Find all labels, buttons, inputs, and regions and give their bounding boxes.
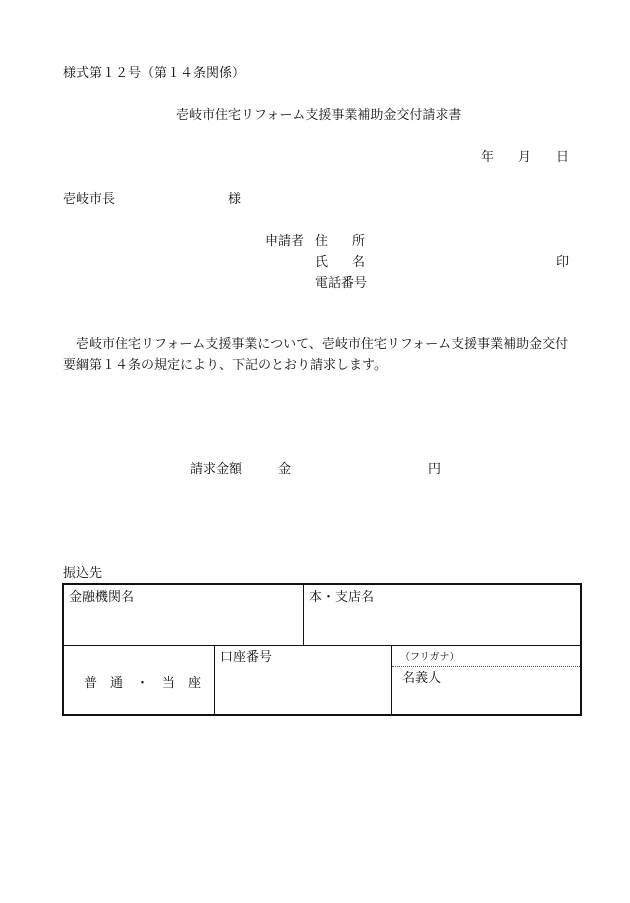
account-number-label: 口座番号	[220, 650, 273, 665]
document-title: 壱岐市住宅リフォーム支援事業補助金交付請求書	[176, 108, 462, 123]
request-body-text: 壱岐市住宅リフォーム支援事業について、壱岐市住宅リフォーム支援事業補助金交付要綱第１４条の規定により、下記のとおり請求します。	[63, 337, 569, 373]
furigana-label: （フリガナ）	[400, 652, 460, 663]
phone-label: 電話番号	[315, 276, 368, 291]
transfer-destination-label: 振込先	[63, 566, 103, 581]
table-top-col-divider	[303, 585, 304, 645]
amount-unit: 円	[428, 462, 442, 477]
date-month-label: 月	[518, 150, 532, 165]
addressee-honorific: 様	[228, 192, 242, 207]
branch-name-label: 本・支店名	[309, 590, 375, 605]
table-bottom-col-divider-2	[391, 645, 392, 714]
request-amount-label: 請求金額	[190, 462, 243, 477]
applicant-label: 申請者	[265, 234, 305, 249]
seal-mark: 印	[556, 255, 570, 270]
address-label-char1: 住	[315, 234, 329, 249]
bank-name-label: 金融機関名	[69, 590, 135, 605]
account-type-label: 普 通 ・ 当 座	[84, 676, 202, 691]
table-row-divider	[64, 645, 580, 646]
bank-account-table	[62, 583, 582, 716]
date-year-label: 年	[481, 150, 495, 165]
addressee-name: 壱岐市長	[63, 192, 116, 207]
amount-prefix: 金	[278, 462, 292, 477]
date-day-label: 日	[556, 150, 570, 165]
form-number: 様式第１２号（第１４条関係）	[63, 66, 246, 81]
table-bottom-col-divider-1	[214, 645, 215, 714]
address-label-char2: 所	[352, 234, 366, 249]
account-holder-label: 名義人	[402, 671, 442, 686]
furigana-divider	[392, 666, 580, 667]
name-label-char1: 氏	[315, 255, 329, 270]
name-label-char2: 名	[352, 255, 366, 270]
